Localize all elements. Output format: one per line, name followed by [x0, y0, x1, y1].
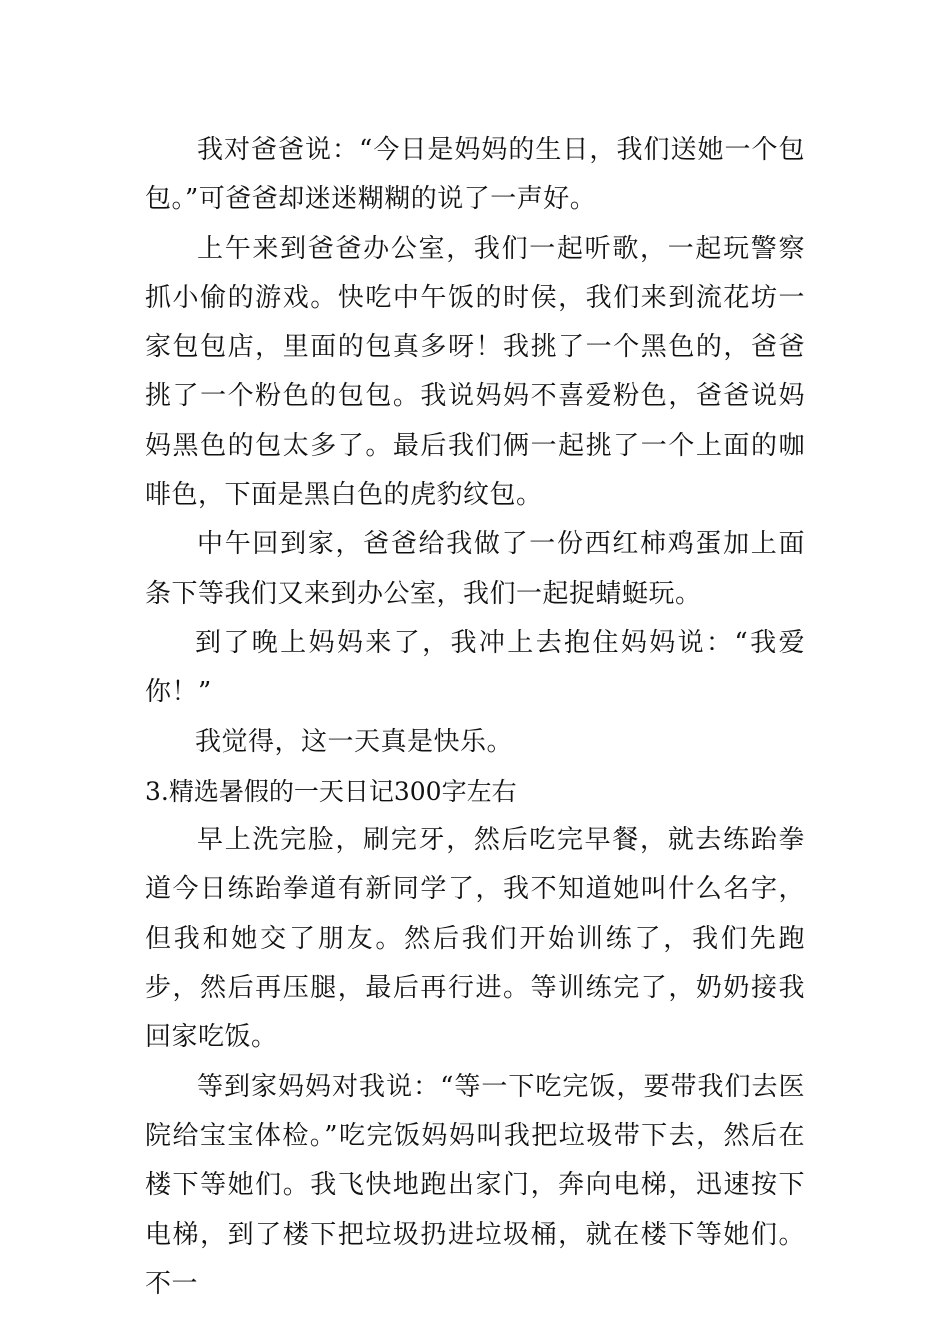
section-heading: 3.精选暑假的一天日记300字左右: [145, 776, 517, 806]
paragraph-birthday-bag: 我对爸爸说：“今日是妈妈的生日，我们送她一个包包。”可爸爸却迷迷糊糊的说了一声好。: [145, 135, 805, 215]
paragraph-office-shopping: 上午来到爸爸办公室，我们一起听歌，一起玩警察抓小偷的游戏。快吃中午饭的时侯，我们来到流花坊一家包包店，里面的包真多呀！我挑了一个黑色的，爸爸挑了一个粉色的包包。我说妈妈不喜爱粉色，爸爸说妈妈黑色的包太多了。最后我们俩一起挑了一个上面的咖啡色，下面是黑白色的虎豹纹包。: [145, 233, 805, 511]
paragraph-noon-dragonflies: 中午回到家，爸爸给我做了一份西红柿鸡蛋加上面条下等我们又来到办公室，我们一起捉蜻蜓玩。: [145, 529, 805, 609]
paragraph-taekwondo: 早上洗完脸，刷完牙，然后吃完早餐，就去练跆拳道今日练跆拳道有新同学了，我不知道她叫什么名字，但我和她交了朋友。然后我们开始训练了，我们先跑步，然后再压腿，最后再行进。等训练完了，奶奶接我回家吃饭。: [145, 825, 805, 1053]
document-page: [145, 126, 805, 1309]
paragraph-hospital-trash: 等到家妈妈对我说：“等一下吃完饭，要带我们去医院给宝宝体检。”吃完饭妈妈叫我把垃圾带下去，然后在楼下等她们。我飞快地跑出家门，奔向电梯，迅速按下电梯，到了楼下把垃圾扔进垃圾桶，就在楼下等她们。不一: [145, 1071, 805, 1299]
paragraph-evening-hug: 到了晚上妈妈来了，我冲上去抱住妈妈说：“我爱你！”: [145, 627, 805, 708]
paragraph-happy-day: 我觉得，这一天真是快乐。: [195, 726, 514, 757]
